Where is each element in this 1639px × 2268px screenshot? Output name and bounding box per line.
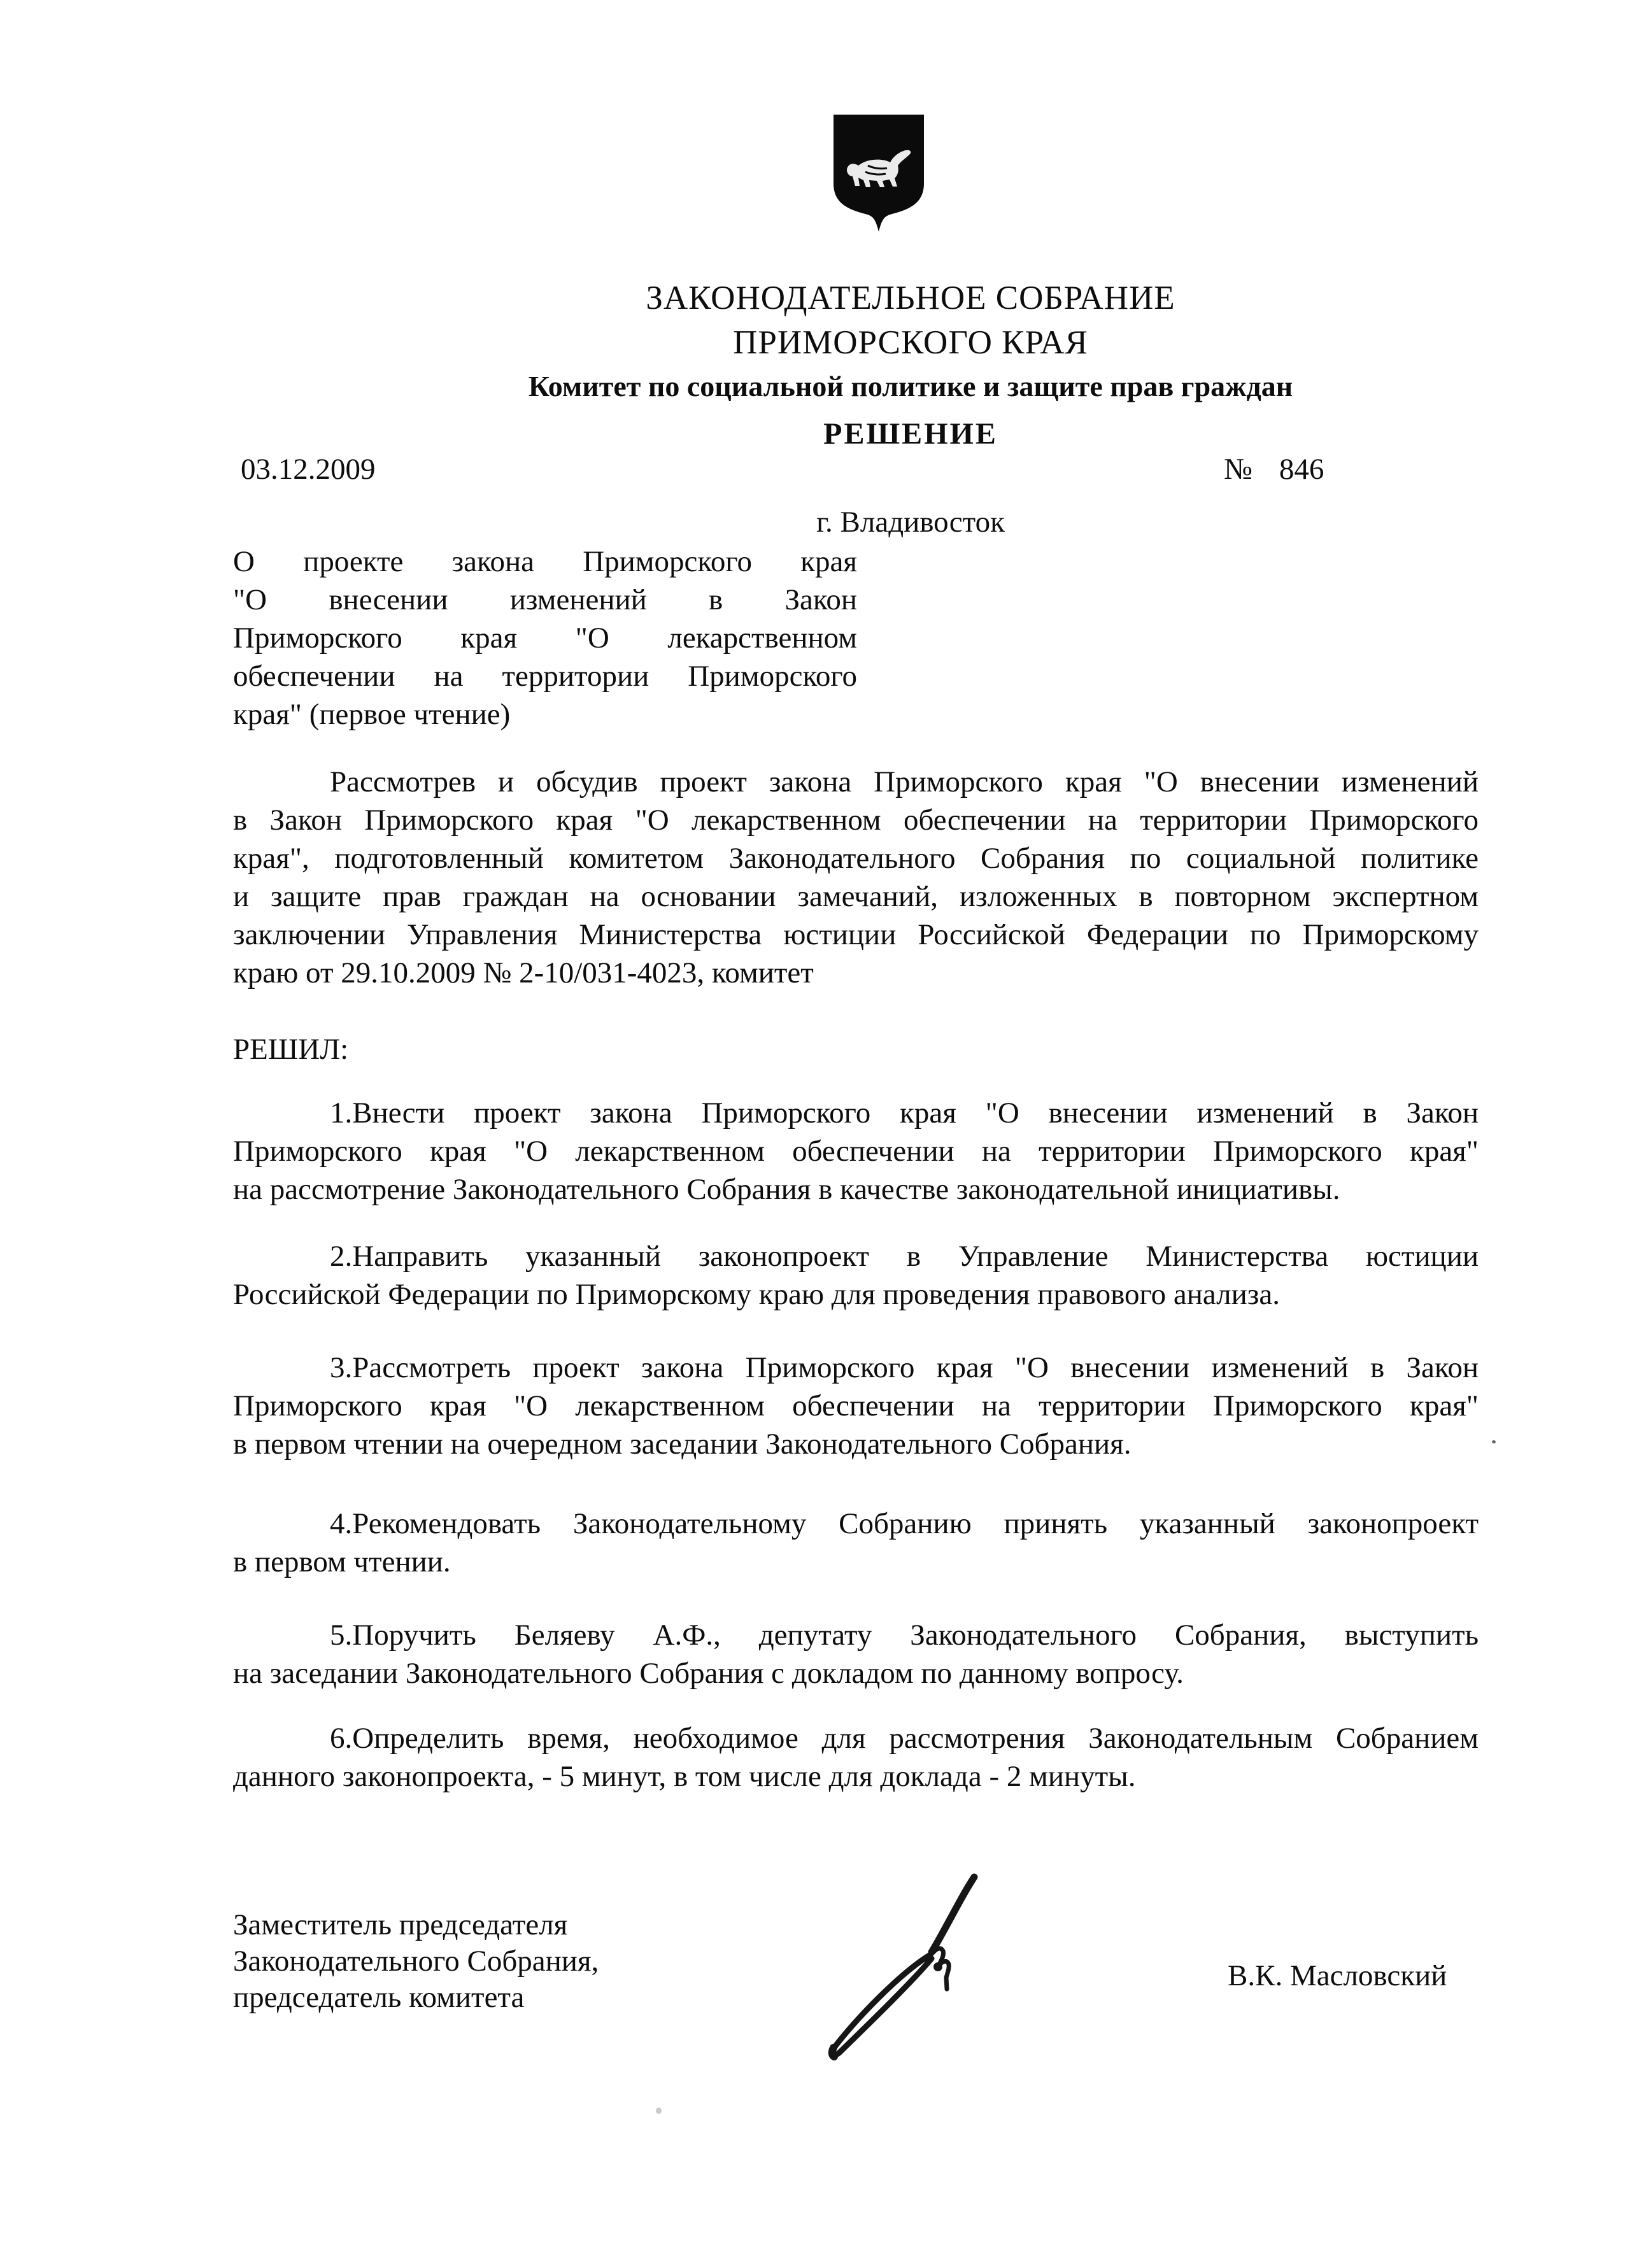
item-line: в первом чтении. [233,1545,451,1578]
committee-name: Комитет по социальной политике и защите прав граждан [528,370,1293,402]
subject-block [233,542,857,734]
item-line: 3.Рассмотреть проект закона Приморского края "О внесении изменений в Закон [330,1351,1479,1384]
resolution-item-6 [233,1719,1479,1796]
item-line: в первом чтении на очередном заседании Законодательного Собрания. [233,1428,1132,1461]
signatory-position-line: Законодательного Собрания, [233,1945,599,1978]
item-line: Приморского края "О лекарственном обеспечении на территории Приморского края" [233,1135,1479,1168]
item-line: 1.Внести проект закона Приморского края "О внесении изменений в Закон [330,1096,1479,1130]
subject-line: Приморского края "О лекарственном [233,621,857,655]
preamble-line: и защите прав граждан на основании замечаний, изложенных в повторном экспертном [233,880,1479,913]
item-line: 6.Определить время, необходимое для рассмотрения Законодательным Собранием [330,1722,1479,1755]
scan-speck [1492,1440,1496,1443]
item-line: 5.Поручить Беляеву А.Ф., депутату Законодательного Собрания, выступить [330,1619,1479,1652]
preamble-line: Рассмотрев и обсудив проект закона Приморского края "О внесении изменений [330,765,1479,798]
org-name-line1: ЗАКОНОДАТЕЛЬНОЕ СОБРАНИЕ [646,280,1175,316]
subject-line: "О внесении изменений в Закон [233,583,857,616]
number-value: 846 [1279,453,1324,486]
preamble-line: краю от 29.10.2009 № 2-10/031-4023, комитет [233,956,814,989]
item-line: 2.Направить указанный законопроект в Управление Министерства юстиции [330,1240,1479,1273]
city-line: г. Владивосток [816,506,1005,539]
signatory-name: В.К. Масловский [1228,1959,1447,1992]
resolution-item-1 [233,1094,1479,1208]
signatory-position [233,1907,806,2016]
signatory-position-line: Заместитель председателя [233,1908,568,1941]
document-type-title: РЕШЕНИЕ [823,417,998,451]
item-line: Российской Федерации по Приморскому краю для проведения правового анализа. [233,1278,1280,1311]
scan-speck [656,2108,662,2114]
subject-line: обеспечении на территории Приморского [233,660,857,693]
number-sign: № [1224,453,1252,486]
resolved-label: РЕШИЛ: [233,1033,349,1066]
handwritten-signature-icon [823,1871,979,2065]
item-line: 4.Рекомендовать Законодательному Собранию принять указанный законопроект [330,1507,1479,1540]
preamble-line: края", подготовленный комитетом Законодательного Собрания по социальной политике [233,842,1479,875]
document-date: 03.12.2009 [241,453,376,486]
item-line: данного законопроекта, - 5 минут, в том числе для доклада - 2 минуты. [233,1760,1136,1793]
document-number [1224,452,1324,486]
resolution-item-3 [233,1349,1479,1463]
item-line: Приморского края "О лекарственном обеспечении на территории Приморского края" [233,1389,1479,1422]
subject-line: края" (первое чтение) [233,698,511,731]
preamble-paragraph [233,763,1479,992]
item-line: на рассмотрение Законодательного Собрания в качестве законодательной инициативы. [233,1173,1340,1206]
preamble-line: в Закон Приморского края "О лекарственном обеспечении на территории Приморского [233,804,1479,837]
signatory-position-line: председатель комитета [233,1981,525,2014]
coat-of-arms-icon [828,112,929,234]
resolution-item-4 [233,1505,1479,1581]
org-name-line2: ПРИМОРСКОГО КРАЯ [733,324,1088,361]
resolution-item-5 [233,1616,1479,1692]
resolution-item-2 [233,1237,1479,1314]
subject-line: О проекте закона Приморского края [233,545,857,578]
preamble-line: заключении Управления Министерства юстиции Российской Федерации по Приморскому [233,918,1479,951]
item-line: на заседании Законодательного Собрания с докладом по данному вопросу. [233,1657,1184,1690]
